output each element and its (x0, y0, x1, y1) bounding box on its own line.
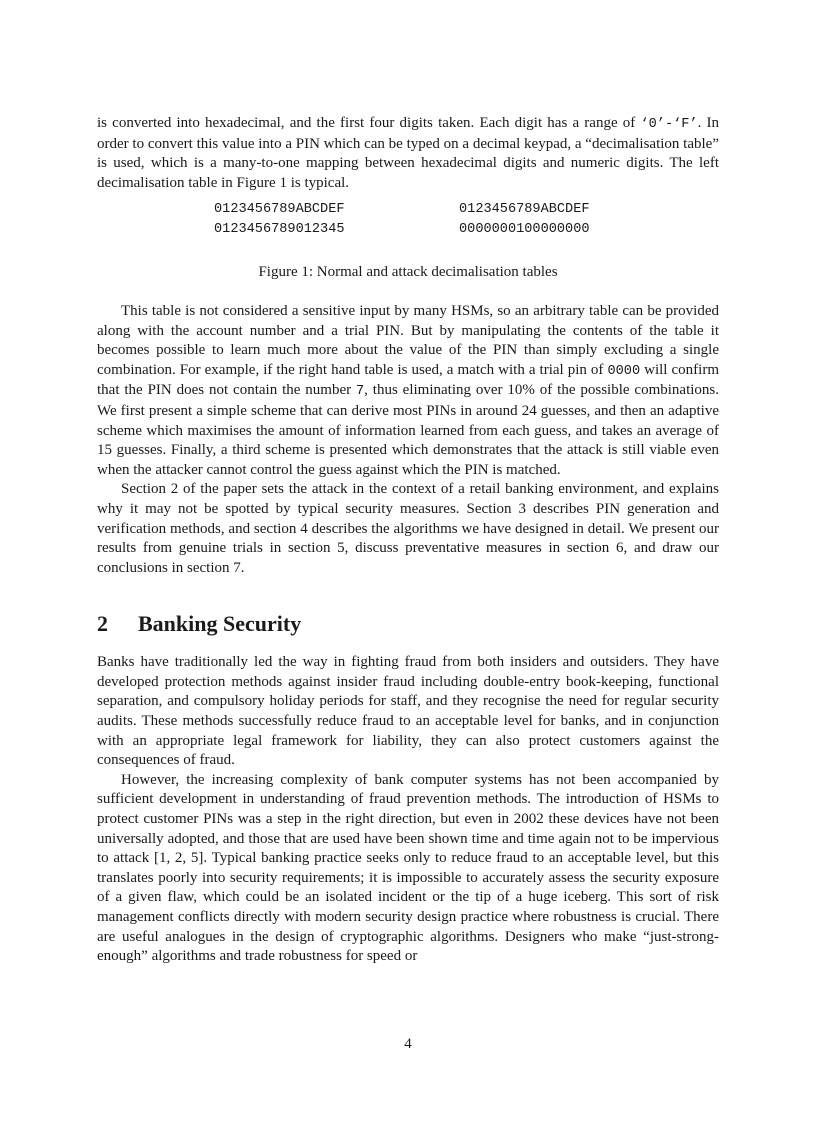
paragraph-table-attack: This table is not considered a sensitive input by many HSMs, so an arbitrary table can be provided along with the account number and a trial PIN. But by manipulating the contents of the table it becomes possible to learn much more about the value of the PIN than simply excluding a single combination. For example, if the right hand table is used, a match with a trial pin of 0000 will confirm that the PIN does not contain the number 7, thus eliminating over 10% of the possible combinations. We first present a simple scheme that can derive most PINs in around 24 guesses, and then an adaptive scheme which maximises the amount of information learned from each guess, and takes an average of 15 guesses. Finally, a third scheme is presented which demonstrates that the attack is still viable even when the attacker cannot control the guess against which the PIN is matched. (97, 302, 719, 478)
page-body (97, 114, 719, 967)
section-number: 2 (97, 611, 108, 637)
trial-pin-code: 0000 (607, 363, 641, 379)
section-heading (97, 611, 719, 637)
paragraph-banking-1: Banks have traditionally led the way in fighting fraud from both insiders and outsiders. They have developed protection methods against insider fraud including double-entry book-keeping, functional separation, and compulsory holiday periods for staff, and they recognise the need for regular security audits. These methods successfully reduce fraud to an acceptable level for banks, and in conjunction with an appropriate legal framework for liability, they can also protect customers against the consequences of fraud. (97, 654, 719, 769)
page-number: 4 (404, 1036, 412, 1052)
table-row: 0123456789012345 (214, 221, 345, 237)
section-title: Banking Security (138, 611, 302, 637)
hex-range-code: ‘0’-‘F’ (640, 117, 698, 132)
decimalisation-tables (97, 200, 719, 240)
paragraph-banking-2: However, the increasing complexity of bank computer systems has not been accompanied by sufficient development in understanding of fraud prevention methods. The introduction of HSMs to protect customer PINs was a step in the right direction, but even in 2002 these devices have not been universally adopted, and those that are used have been shown time and time again not to be impervious to attack [1, 2, 5]. Typical banking practice seeks only to reduce fraud to an acceptable level, but this translates poorly into security requirements; it is impossible to accurately assess the security exposure of a given flaw, which could be an isolated incident or the tip of a huge iceberg. This sort of risk management conflicts directly with modern security design practice where robustness is crucial. There are useful analogues in the design of cryptographic algorithms. Designers who make “just-strong-enough” algorithms and trade robustness for speed or (97, 771, 719, 965)
normal-decimalisation-table (214, 200, 345, 239)
attack-decimalisation-table (459, 200, 590, 239)
digit-code: 7 (356, 384, 365, 400)
paragraph-outline: Section 2 of the paper sets the attack in the context of a retail banking environment, and explains why it may not be spotted by typical security measures. Section 3 describes PIN generation and verification methods, and section 4 describes the algorithms we have designed in detail. We present our results from genuine trials in section 5, discuss preventative measures in section 6, and draw our conclusions in section 7. (97, 481, 719, 576)
paragraph-intro: is converted into hexadecimal, and the first four digits taken. Each digit has a range of ‘0’-‘F’. In order to convert this value into a PIN which can be typed on a decimal keypad, a “decimalisation table” is used, which is a many-to-one mapping between hexadecimal digits and numeric digits. The left decimalisation table in Figure 1 is typical. (97, 115, 719, 191)
table-row: 0123456789ABCDEF (214, 202, 345, 218)
table-row: 0123456789ABCDEF (459, 202, 590, 218)
table-row: 0000000100000000 (459, 221, 590, 237)
figure-caption: Figure 1: Normal and attack decimalisation tables (258, 264, 558, 281)
